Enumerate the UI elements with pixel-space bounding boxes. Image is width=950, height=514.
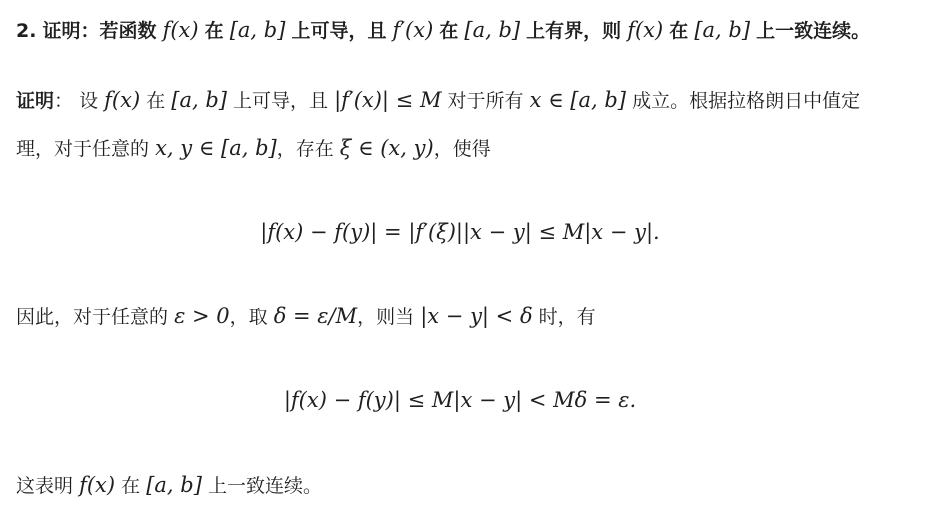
proof-text: 设 [79, 90, 99, 112]
heading-text: 若函数 [99, 20, 157, 42]
proof-text: 时，有 [538, 306, 596, 328]
proof-paragraph-line-2 [16, 134, 491, 163]
math-expression: |x − y| < δ [420, 304, 533, 328]
proof-text: 在 [146, 90, 166, 112]
math-expression: |f′(x)| ≤ M [334, 88, 442, 112]
math-expression: f′(x) [392, 18, 434, 42]
proof-paragraph-line-3 [16, 302, 596, 331]
math-expression: f(x) [627, 18, 664, 42]
math-expression: f(x) [162, 18, 199, 42]
heading-text: 在 [439, 20, 459, 42]
proof-text: 成立。根据拉格朗日中值定 [632, 90, 861, 112]
math-expression: x, y ∈ [a, b] [155, 136, 277, 160]
problem-number: 2. [16, 20, 37, 42]
math-expression: δ = ε/M [273, 304, 358, 328]
proof-text: ，使得 [433, 138, 491, 160]
heading-text: 上有界，则 [526, 20, 622, 42]
proof-text: 在 [121, 475, 141, 497]
proof-text: 对于所有 [447, 90, 524, 112]
heading-text: 在 [669, 20, 689, 42]
proof-paragraph-line-4 [16, 471, 322, 500]
proof-text: 上一致连续。 [207, 475, 322, 497]
heading-text: 在 [204, 20, 224, 42]
proof-text: 因此，对于任意的 [16, 306, 169, 328]
math-expression: f(x) [104, 88, 141, 112]
math-expression: ε > 0 [174, 304, 230, 328]
proof-text: ，取 [229, 306, 268, 328]
heading-text: 上可导，且 [291, 20, 387, 42]
proof-text: ，则当 [357, 306, 415, 328]
display-equation-2: |f(x) − f(y)| ≤ M|x − y| < Mδ = ε. [283, 388, 637, 412]
math-expression: [a, b] [229, 18, 286, 42]
math-expression: [a, b] [464, 18, 521, 42]
math-expression: [a, b] [694, 18, 751, 42]
display-equation-1: |f(x) − f(y)| = |f′(ξ)||x − y| ≤ M|x − y|. [260, 220, 660, 244]
math-expression: f(x) [79, 473, 116, 497]
proof-paragraph-line-1 [16, 86, 860, 115]
math-expression: [a, b] [171, 88, 227, 112]
proof-colon: ： [54, 90, 74, 112]
math-expression: ξ ∈ (x, y) [339, 136, 434, 160]
proof-text: 理，对于任意的 [16, 138, 150, 160]
proof-label: 证明 [16, 90, 55, 112]
problem-label: 证明： [42, 20, 100, 42]
heading-text: 上一致连续。 [756, 20, 871, 42]
proof-text: ，存在 [276, 138, 334, 160]
proof-text: 上可导，且 [233, 90, 329, 112]
math-expression: [a, b] [146, 473, 202, 497]
problem-heading [16, 16, 870, 45]
proof-text: 这表明 [16, 475, 74, 497]
math-expression: x ∈ [a, b] [529, 88, 627, 112]
